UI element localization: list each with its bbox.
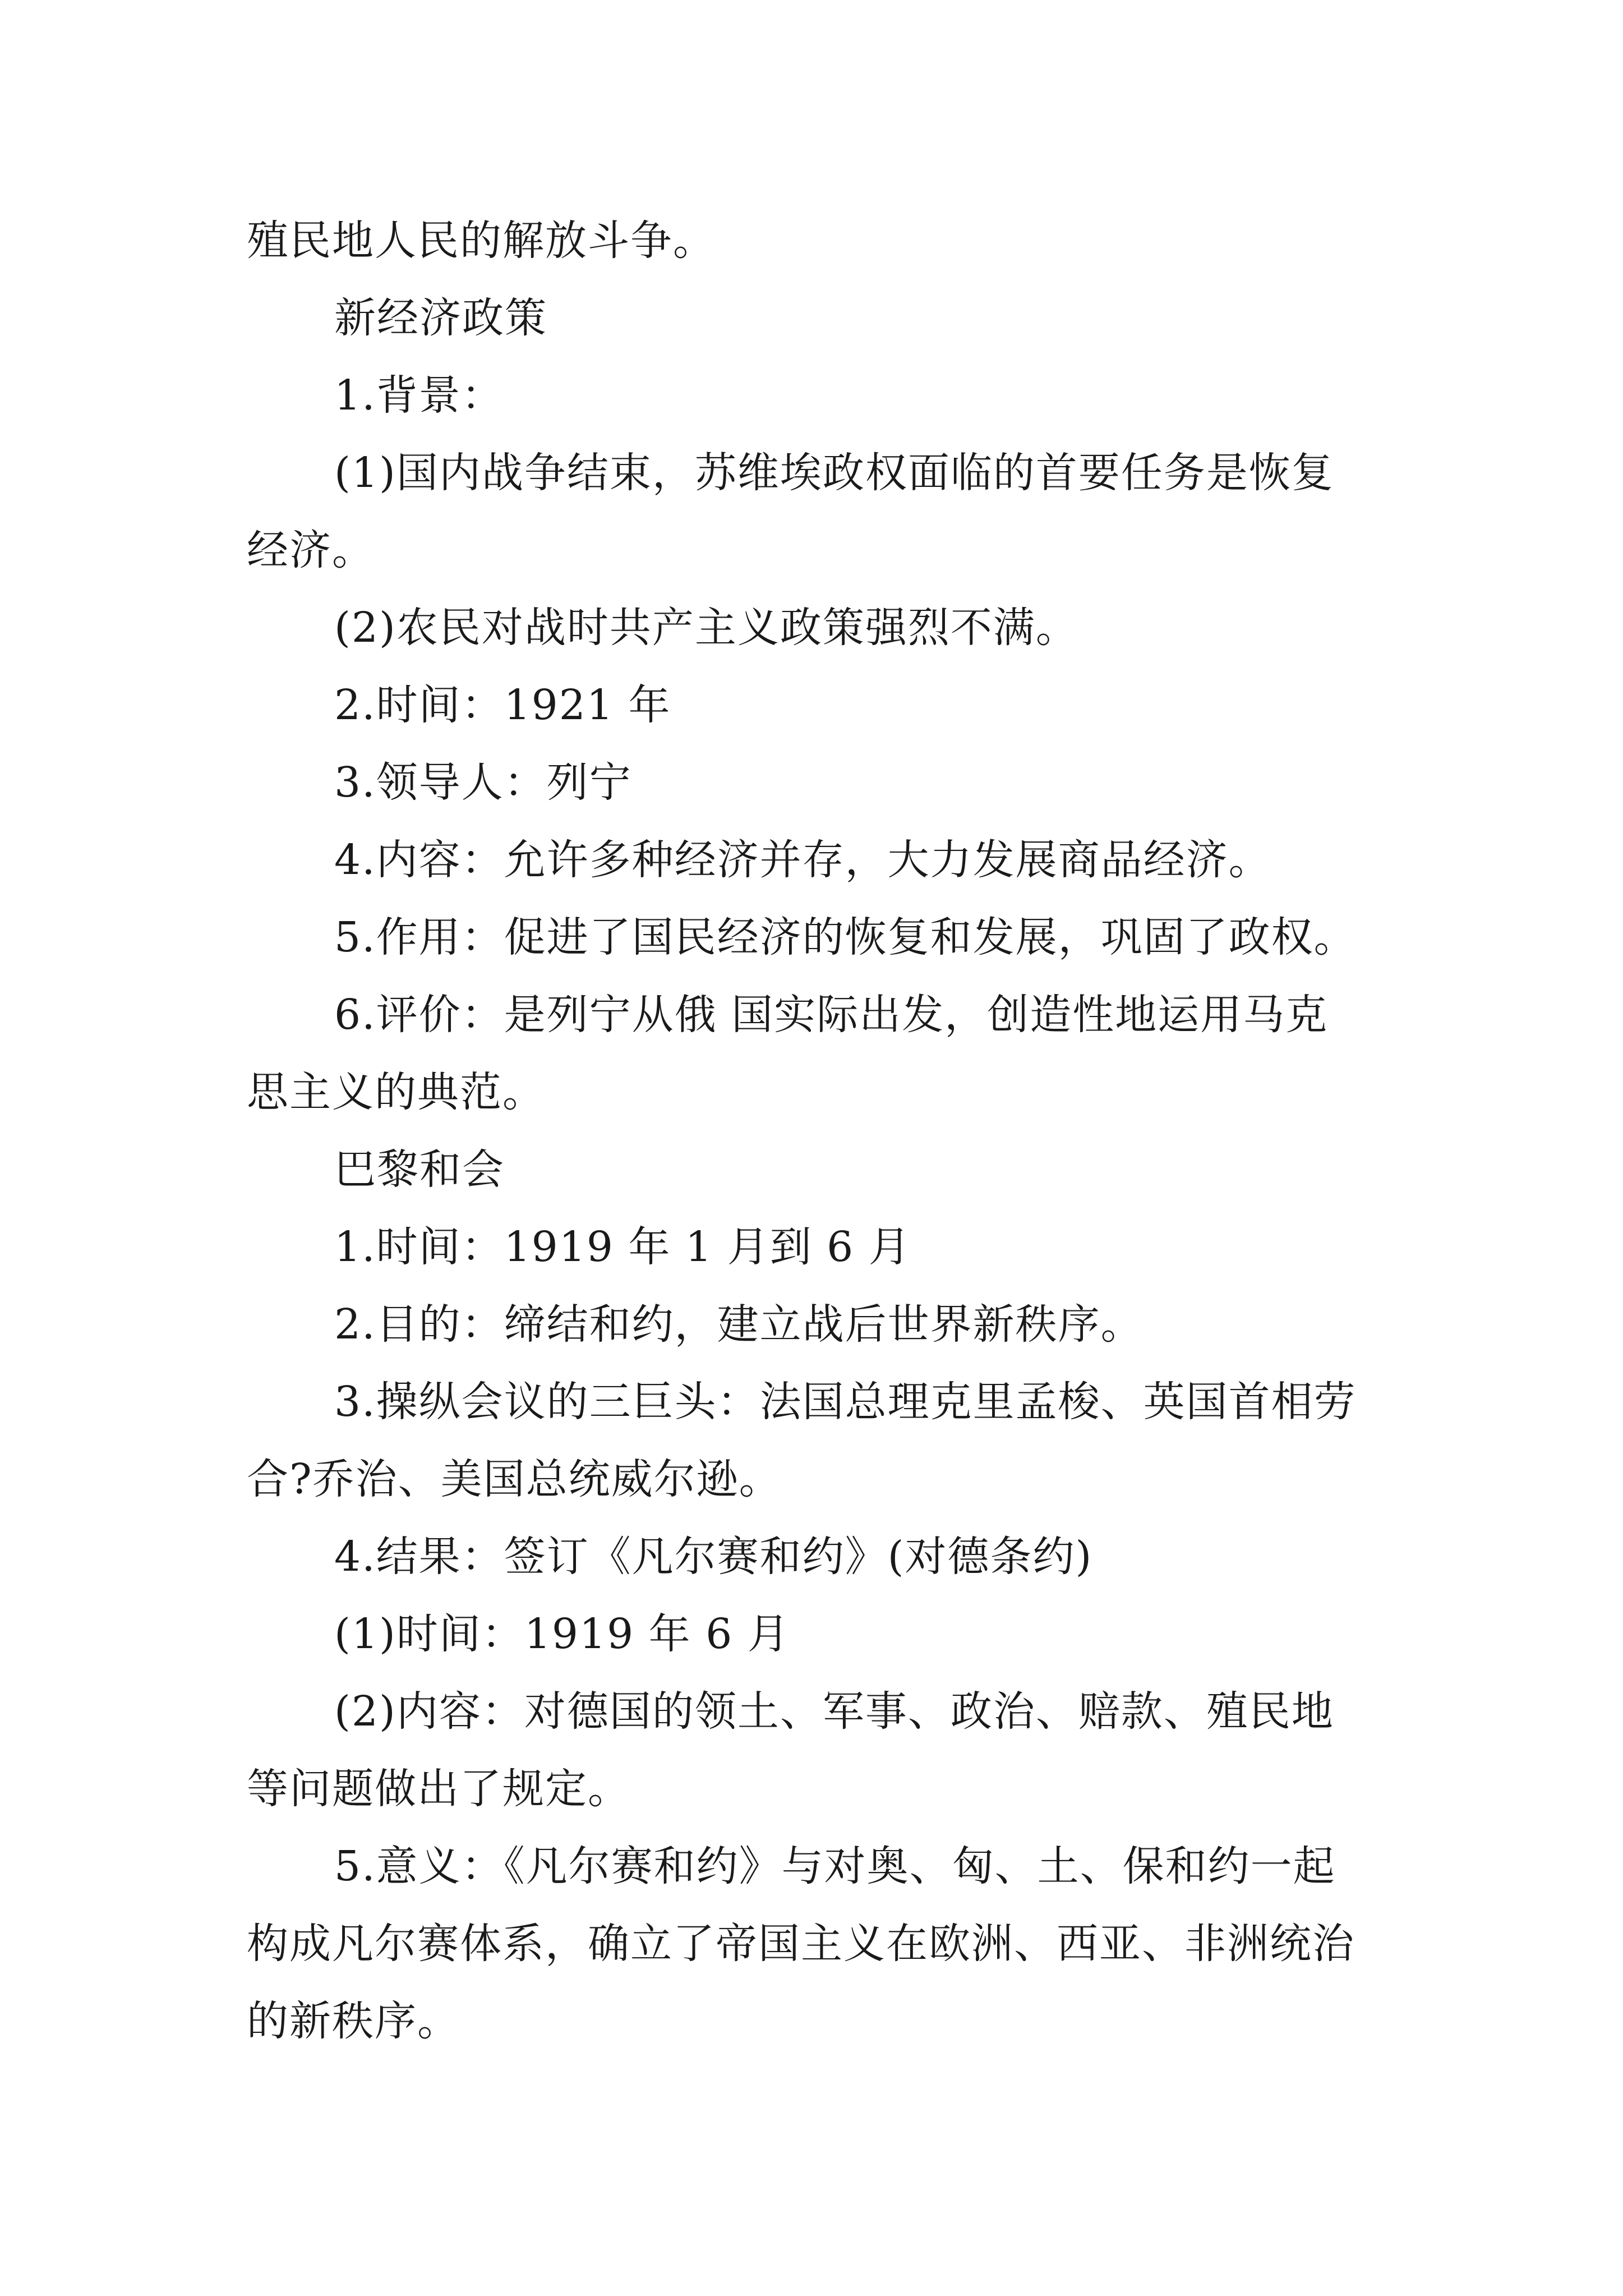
text-line: 构成凡尔赛体系，确立了帝国主义在欧洲、西亚、非洲统治 [247, 1920, 1355, 1968]
text-line: 4.结果：签订《凡尔赛和约》(对德条约) [334, 1533, 1093, 1581]
text-line: 6.评价：是列宁从俄 国实际出发，创造性地运用马克 [334, 991, 1329, 1039]
text-line: 2.时间：1921 年 [334, 681, 671, 729]
text-line: (2)内容：对德国的领土、军事、政治、赔款、殖民地 [334, 1687, 1334, 1736]
text-line: (1)时间：1919 年 6 月 [334, 1610, 790, 1658]
text-line: 3.领导人：列宁 [334, 758, 632, 807]
text-line: 5.作用：促进了国民经济的恢复和发展，巩固了政权。 [334, 913, 1357, 961]
text-line: 等问题做出了规定。 [247, 1765, 630, 1813]
text-line: (2)农民对战时共产主义政策强烈不满。 [334, 604, 1078, 652]
text-line: 1.时间：1919 年 1 月到 6 月 [334, 1223, 911, 1271]
text-line: 的新秩序。 [247, 1997, 460, 2045]
text-line: 思主义的典范。 [247, 1068, 545, 1116]
text-line: 殖民地人民的解放斗争。 [247, 217, 716, 265]
text-line: 4.内容：允许多种经济并存，大力发展商品经济。 [334, 836, 1271, 884]
text-line: 1.背景： [334, 371, 504, 420]
text-line: 5.意义：《凡尔赛和约》与对奥、匈、土、保和约一起 [334, 1842, 1336, 1890]
text-line: (1)国内战争结束，苏维埃政权面临的首要任务是恢复 [334, 449, 1334, 497]
section-heading-new-economic-policy: 新经济政策 [334, 294, 547, 342]
text-line: 2.目的：缔结和约，建立战后世界新秩序。 [334, 1300, 1144, 1349]
text-line: 合?乔治、美国总统威尔逊。 [247, 1455, 782, 1503]
text-line: 3.操纵会议的三巨头：法国总理克里孟梭、英国首相劳 [334, 1378, 1357, 1426]
section-heading-paris-peace-conference: 巴黎和会 [334, 1145, 505, 1194]
text-line: 经济。 [247, 526, 375, 574]
document-body [247, 202, 1396, 2060]
